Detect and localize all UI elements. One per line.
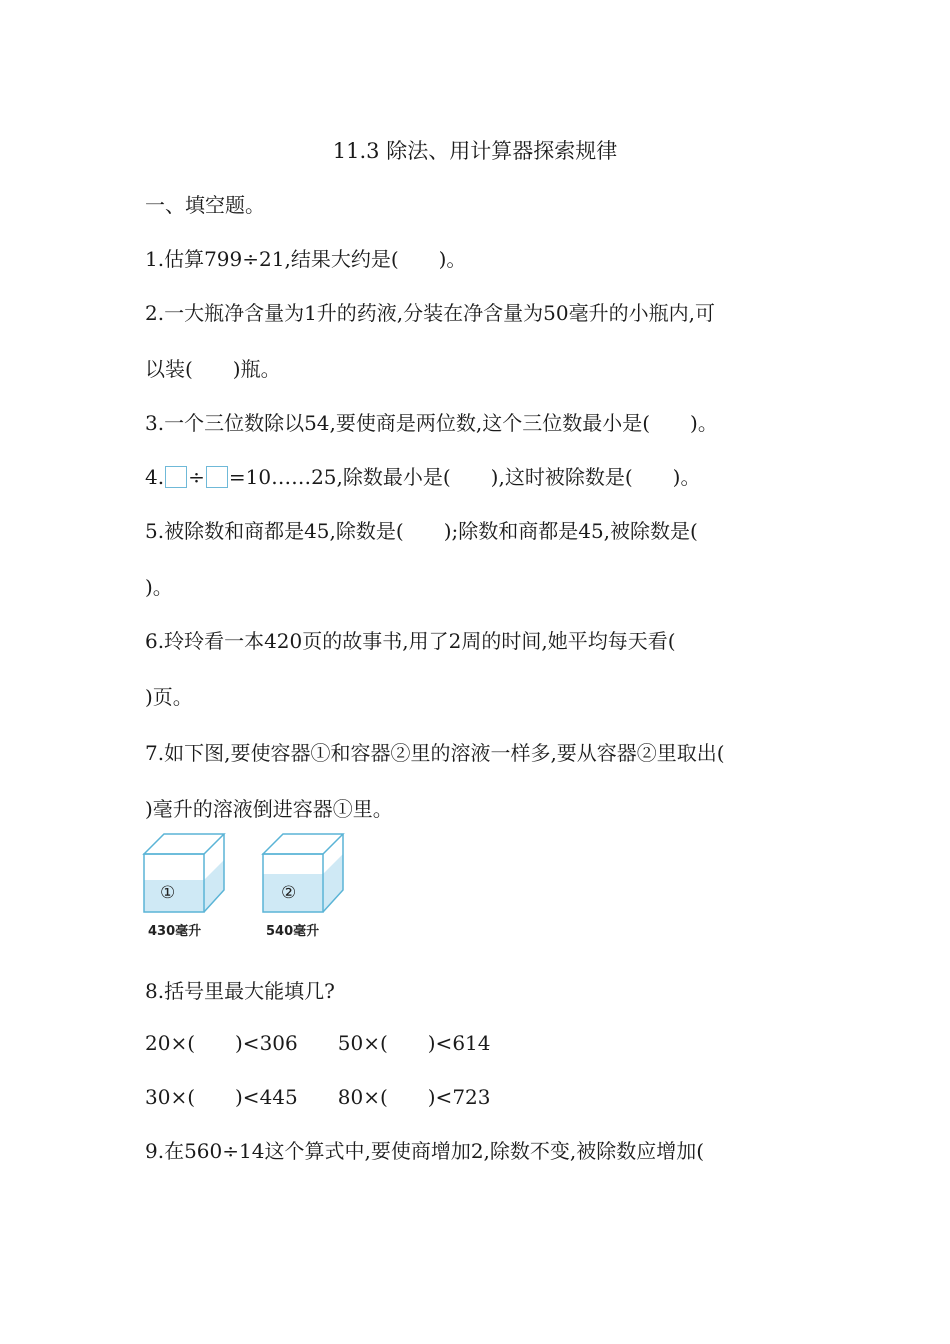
division-sign: ÷: [188, 465, 205, 489]
question-6-line-2: )页。: [145, 685, 193, 709]
container-1: [144, 834, 224, 912]
container-2: [263, 834, 343, 912]
page-title: 11.3 除法、用计算器探索规律: [332, 139, 618, 163]
divisor-box: [206, 466, 228, 488]
section-heading: 一、填空题。: [145, 193, 265, 217]
question-2-line-1: 2.一大瓶净含量为1升的药液,分装在净含量为50毫升的小瓶内,可: [145, 301, 715, 325]
container-1-label: 430毫升: [148, 924, 202, 939]
question-5-line-2: )。: [145, 575, 173, 599]
question-3: 3.一个三位数除以54,要使商是两位数,这个三位数最小是( )。: [145, 411, 718, 435]
containers-drawing: [140, 832, 360, 922]
question-4-rest: =10……25,除数最小是( ),这时被除数是( )。: [228, 465, 701, 489]
question-7-line-1: 7.如下图,要使容器①和容器②里的溶液一样多,要从容器②里取出(: [145, 741, 725, 765]
question-8: 8.括号里最大能填几?: [145, 979, 335, 1003]
question-7-line-2: )毫升的溶液倒进容器①里。: [145, 797, 393, 821]
question-4: [145, 464, 700, 490]
container-2-mark: ②: [281, 883, 297, 903]
question-1: 1.估算799÷21,结果大约是( )。: [145, 247, 467, 271]
question-8-row-1: 20×( )<306 50×( )<614: [145, 1031, 491, 1055]
container-2-label: 540毫升: [266, 924, 320, 939]
container-1-mark: ①: [160, 883, 176, 903]
question-8-row-2: 30×( )<445 80×( )<723: [145, 1085, 491, 1109]
question-4-prefix: 4.: [145, 465, 165, 489]
question-9: 9.在560÷14这个算式中,要使商增加2,除数不变,被除数应增加(: [145, 1139, 705, 1163]
dividend-box: [165, 466, 187, 488]
question-6-line-1: 6.玲玲看一本420页的故事书,用了2周的时间,她平均每天看(: [145, 629, 676, 653]
question-2-line-2: 以装( )瓶。: [145, 357, 281, 381]
question-5-line-1: 5.被除数和商都是45,除数是( );除数和商都是45,被除数是(: [145, 519, 698, 543]
containers-figure: [140, 832, 360, 942]
